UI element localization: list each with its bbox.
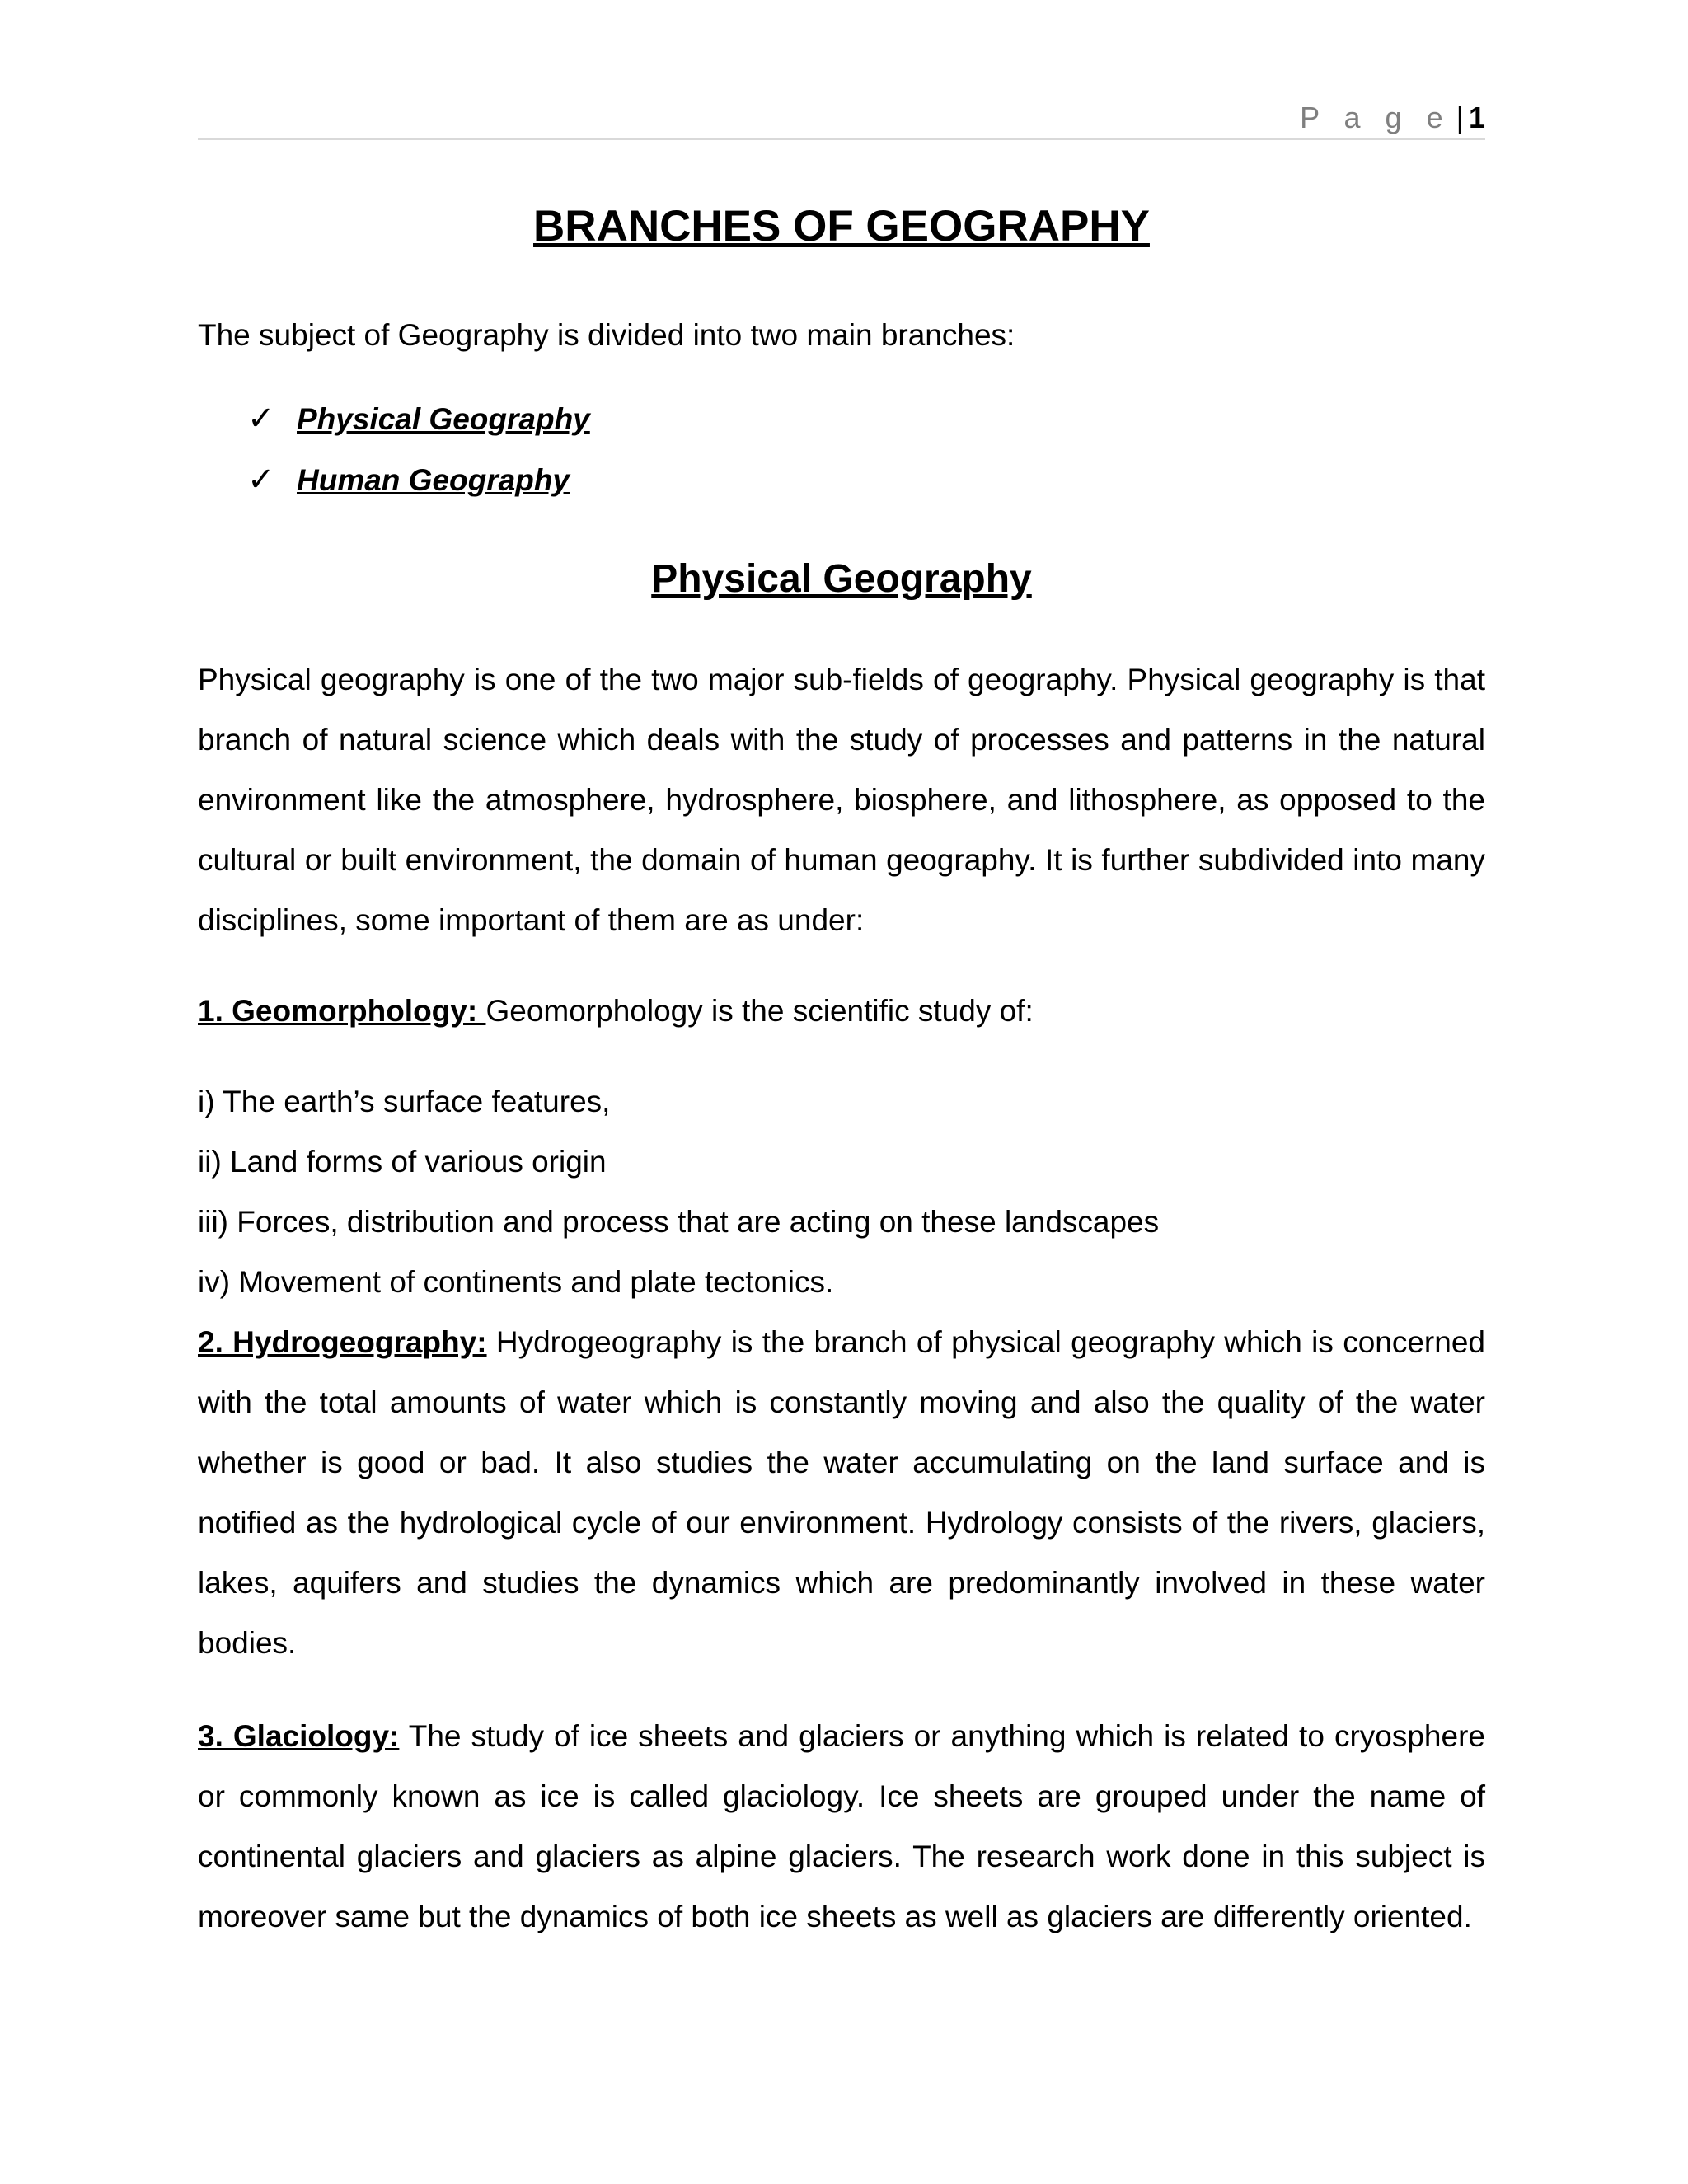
hydrogeography-text: Hydrogeography is the branch of physical geography which is concerned with the total amounts of water which is constantly moving and also the quality of the water whether is good or bad. It also studies the water accumulating on the land surface and is notified as the hydrological cycle of our environment. Hydrology consists of the rivers, glaciers, lakes, aquifers and studies the dynamics which are predominantly involved in these water bodies. <box>198 1325 1485 1660</box>
page-header <box>198 97 1485 140</box>
list-item: ii) Land forms of various origin <box>198 1145 607 1179</box>
list-item: i) The earth’s surface features, <box>198 1085 611 1118</box>
geomorphology-heading: 1. Geomorphology: <box>198 994 486 1028</box>
branch-item <box>247 455 570 505</box>
page-number: 1 <box>1468 101 1485 134</box>
branch-item <box>247 394 590 444</box>
branch-label: Physical Geography <box>297 402 590 436</box>
physical-geography-paragraph: Physical geography is one of the two major sub-fields of geography. Physical geography is that branch of natural science which deals with the study of processes and patterns in the natural environment like the atmosphere, hydrosphere, biosphere, and lithosphere, as opposed to the cultural or built environment, the domain of human geography. It is further subdivided into many disciplines, some important of them are as under: <box>198 663 1485 937</box>
checkmark-icon: ✓ <box>247 401 275 437</box>
geomorphology-text: Geomorphology is the scientific study of: <box>485 994 1034 1028</box>
page-separator: | <box>1456 101 1464 134</box>
section-title: Physical Geography <box>651 557 1032 601</box>
page-label: P a g e <box>1300 101 1451 134</box>
glaciology-text: The study of ice sheets and glaciers or anything which is related to cryosphere or commonly known as ice is called glaciology. Ice sheets are grouped under the name of continental glaciers and glaciers as alpine glaciers. The research work done in this subject is moreover same but the dynamics of both ice sheets as well as glaciers are differently oriented. <box>198 1719 1485 1933</box>
branch-label: Human Geography <box>297 463 570 497</box>
hydrogeography-heading: 2. Hydrogeography: <box>198 1325 487 1359</box>
document-title: BRANCHES OF GEOGRAPHY <box>533 202 1150 251</box>
intro-text: The subject of Geography is divided into two main branches: <box>198 318 1015 352</box>
list-item: iii) Forces, distribution and process that are acting on these landscapes <box>198 1205 1160 1239</box>
glaciology-heading: 3. Glaciology: <box>198 1719 400 1753</box>
checkmark-icon: ✓ <box>247 462 275 498</box>
geomorphology-paragraph <box>198 981 1485 1041</box>
glaciology-paragraph <box>198 1706 1485 1947</box>
list-item: iv) Movement of continents and plate tectonics. <box>198 1265 834 1299</box>
hydrogeography-paragraph <box>198 1312 1485 1673</box>
